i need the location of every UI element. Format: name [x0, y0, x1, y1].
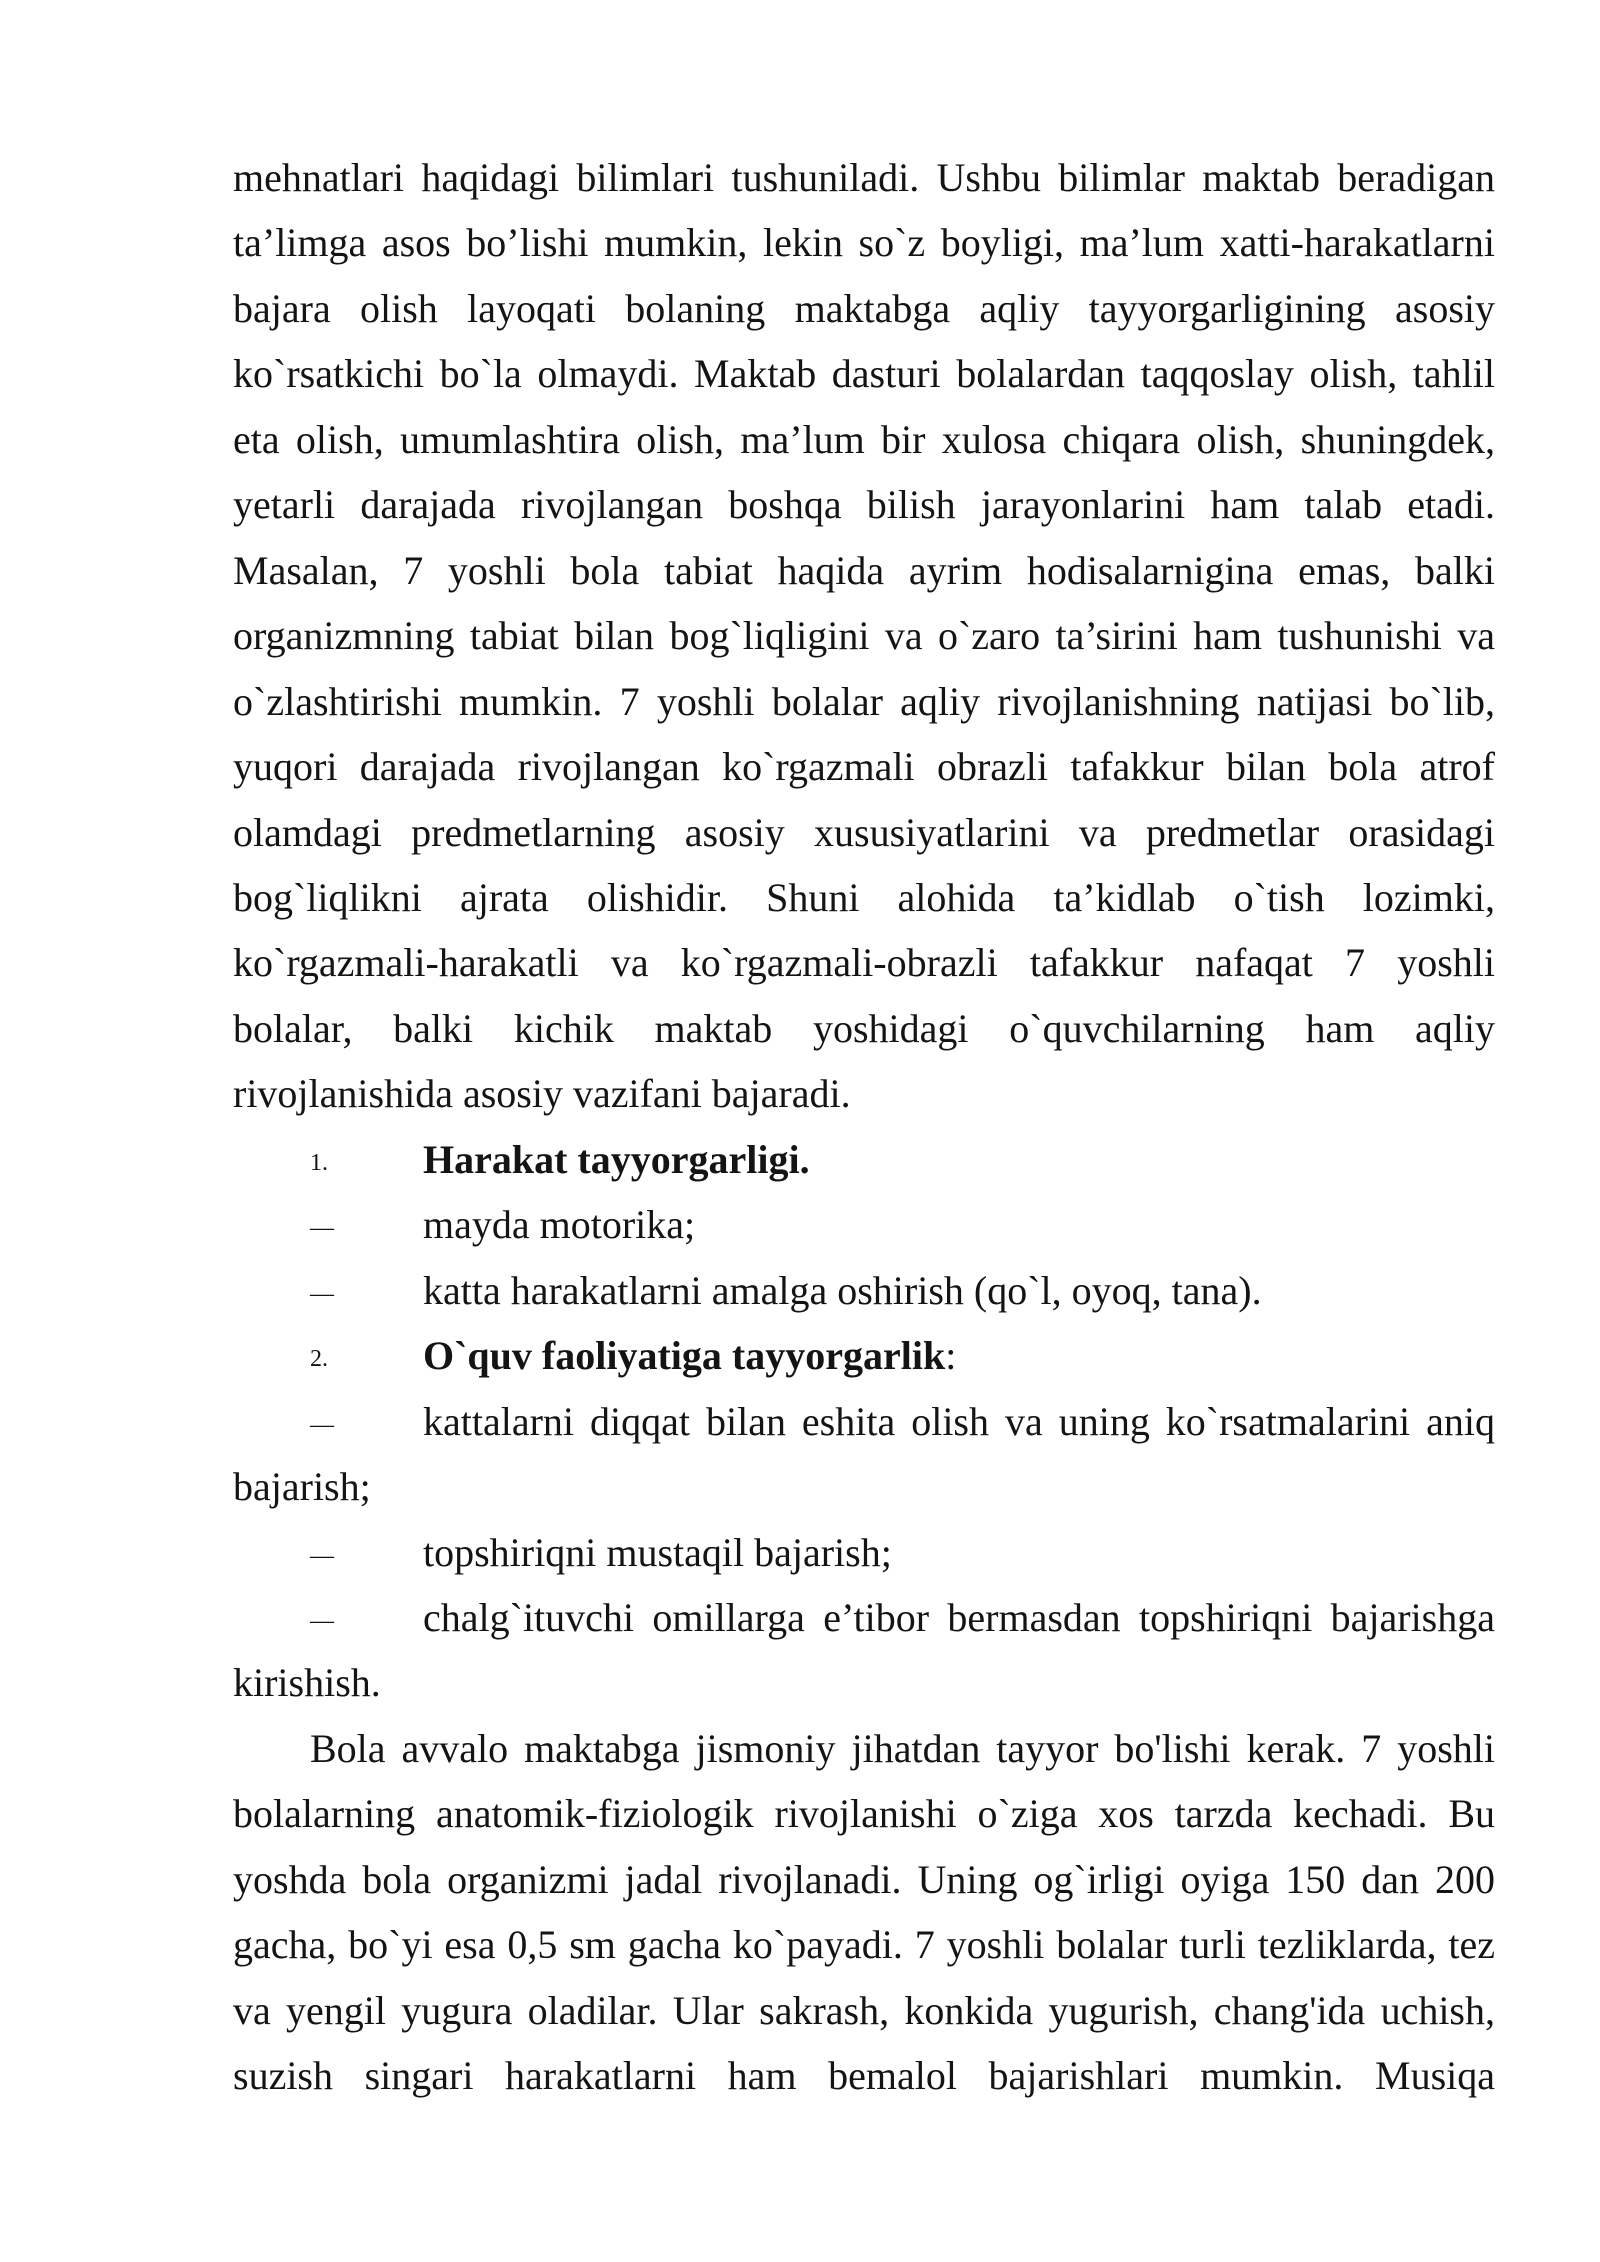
section-heading	[233, 1323, 1495, 1388]
section-title: Harakat tayyorgarligi.	[423, 1136, 810, 1182]
text-line: bog`liqlikni ajrata olishidir. Shuni alohida ta’kidlab o`tish lozimki,	[233, 874, 1495, 920]
numbered-section	[233, 1127, 1495, 1323]
text-line: eta olish, umumlashtira olish, ma’lum bir xulosa chiqara olish, shuningdek,	[233, 416, 1495, 462]
section-title: O`quv faoliyatiga tayyorgarlik	[423, 1333, 946, 1379]
list-item	[233, 1192, 1495, 1257]
paragraph	[233, 1716, 1495, 2109]
text-line: bolalarning anatomik-fiziologik rivojlanishi o`ziga xos tarzda kechadi. Bu	[233, 1791, 1495, 1837]
text-line: mehnatlari haqidagi bilimlari tushuniladi. Ushbu bilimlar maktab beradigan	[233, 155, 1495, 200]
text-line: olamdagi predmetlarning asosiy xususiyatlarini va predmetlar orasidagi	[233, 809, 1495, 855]
text-line: o`zlashtirishi mumkin. 7 yoshli bolalar aqliy rivojlanishning natijasi bo`lib,	[233, 678, 1495, 724]
list-item-continuation: kirishish.	[233, 1660, 381, 1706]
dash-marker: —	[310, 1607, 334, 1634]
section-heading	[233, 1127, 1495, 1192]
list-item-text: chalg`ituvchi omillarga e’tibor bermasdan topshiriqni bajarishga	[423, 1594, 1495, 1640]
list-item-continuation: bajarish;	[233, 1464, 371, 1510]
text-line: yoshda bola organizmi jadal rivojlanadi. Uning og`irligi oyiga 150 dan 200	[233, 1856, 1495, 1902]
list-item	[233, 1258, 1495, 1323]
text-line: yetarli darajada rivojlangan boshqa bilish jarayonlarini ham talab etadi.	[233, 482, 1495, 528]
section-number: 1.	[310, 1149, 328, 1176]
text-line: rivojlanishida asosiy vazifani bajaradi.	[233, 1071, 851, 1117]
dash-marker: —	[310, 1215, 334, 1242]
text-line: bajara olish layoqati bolaning maktabga aqliy tayyorgarligining asosiy	[233, 285, 1495, 331]
dash-marker: —	[310, 1280, 334, 1307]
section-title-wrap	[233, 1323, 1495, 1388]
text-line: Masalan, 7 yoshli bola tabiat haqida ayrim hodisalarnigina emas, balki	[233, 547, 1495, 593]
page-content	[233, 145, 1495, 2109]
paragraph	[233, 145, 1495, 1127]
text-line: bolalar, balki kichik maktab yoshidagi o`quvchilarning ham aqliy	[233, 1005, 1495, 1051]
list-item	[233, 1520, 1495, 1585]
list-item-text: kattalarni diqqat bilan eshita olish va uning ko`rsatmalarini aniq	[423, 1398, 1495, 1444]
section-title-colon: :	[945, 1333, 957, 1379]
list-item	[233, 1585, 1495, 1650]
dash-marker: —	[310, 1411, 334, 1438]
text-line: gacha, bo`yi esa 0,5 sm gacha ko`payadi. 7 yoshli bolalar turli tezliklarda, tez	[233, 1922, 1495, 1968]
text-line: organizmning tabiat bilan bog`liqligini va o`zaro ta’sirini ham tushunishi va	[233, 613, 1495, 659]
list-item	[233, 1389, 1495, 1454]
text-line: ko`rsatkichi bo`la olmaydi. Maktab dasturi bolalardan taqqoslay olish, tahlil	[233, 351, 1495, 397]
list-item-text: katta harakatlarni amalga oshirish (qo`l, oyoq, tana).	[423, 1267, 1262, 1313]
text-line: ko`rgazmali-harakatli va ko`rgazmali-obrazli tafakkur nafaqat 7 yoshli	[233, 940, 1495, 986]
dash-marker: —	[310, 1542, 334, 1569]
text-line: ta’limga asos bo’lishi mumkin, lekin so`z boyligi, ma’lum xatti-harakatlarni	[233, 220, 1495, 266]
numbered-section	[233, 1323, 1495, 1716]
text-line: yuqori darajada rivojlangan ko`rgazmali obrazli tafakkur bilan bola atrof	[233, 744, 1495, 790]
section-number: 2.	[310, 1346, 328, 1373]
list-item-text: topshiriqni mustaqil bajarish;	[423, 1529, 892, 1575]
list-item-text: mayda motorika;	[423, 1202, 696, 1248]
section-title-wrap	[233, 1127, 1495, 1192]
text-line: Bola avvalo maktabga jismoniy jihatdan tayyor bo'lishi kerak. 7 yoshli	[310, 1725, 1495, 1771]
text-line: suzish singari harakatlarni ham bemalol bajarishlari mumkin. Musiqa	[233, 2053, 1495, 2099]
text-line: va yengil yugura oladilar. Ular sakrash, konkida yugurish, chang'ida uchish,	[233, 1987, 1495, 2033]
